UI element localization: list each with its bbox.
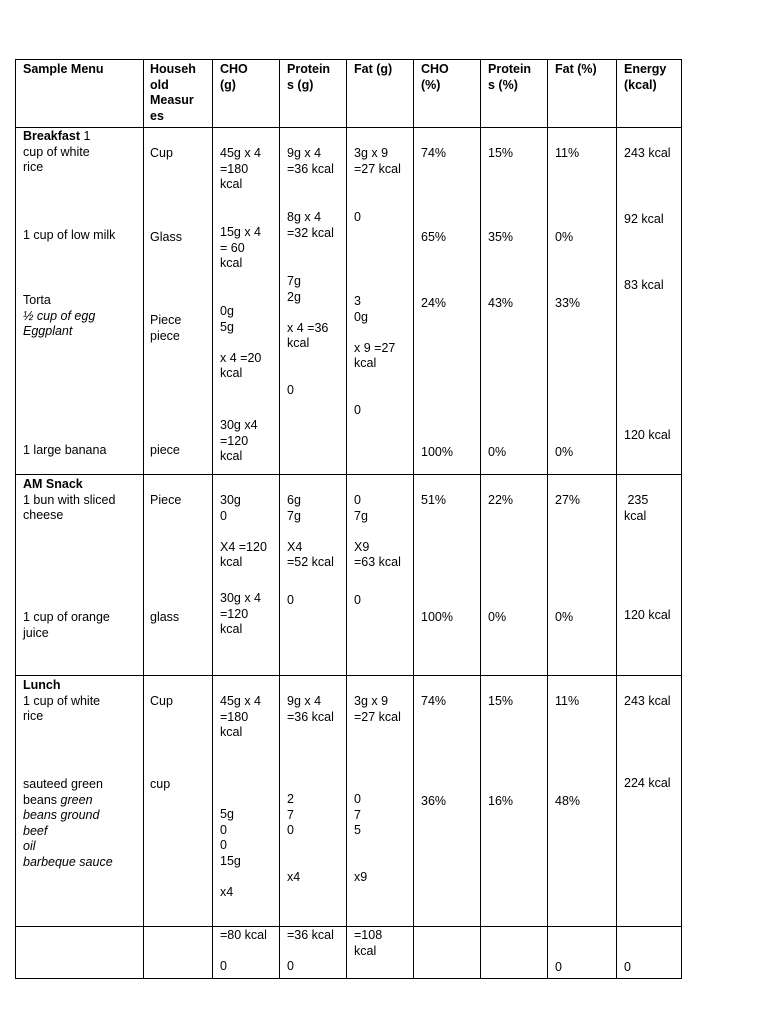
- grid-line: [279, 59, 280, 979]
- lunch-cont-energy: 0: [624, 960, 631, 974]
- lunch-beans-energy: 224 kcal: [624, 776, 671, 790]
- breakfast-torta-fat: 3 0g x 9 =27 kcal 0: [354, 294, 396, 417]
- grid-line: [616, 59, 617, 979]
- header-sample-menu: Sample Menu: [23, 62, 104, 76]
- breakfast-torta-menu: Torta ½ cup of egg Eggplant: [23, 293, 96, 338]
- breakfast-torta-protein: 7g 2g x 4 =36 kcal 0: [287, 274, 329, 397]
- am-snack-juice-measure: glass: [150, 610, 180, 624]
- breakfast-milk-menu: 1 cup of low milk: [23, 228, 116, 242]
- lunch-rice-menu: Lunch 1 cup of white rice: [23, 678, 101, 723]
- am-snack-juice-menu: 1 cup of orange juice: [23, 610, 110, 640]
- grid-line: [681, 59, 682, 979]
- am-snack-bun-menu: AM Snack 1 bun with sliced cheese: [23, 477, 116, 522]
- header-household-measures: Househ old Measur es: [150, 62, 196, 123]
- header-cho-pct: CHO (%): [421, 62, 449, 92]
- grid-line: [15, 978, 682, 979]
- am-snack-bun-energy: 235 kcal: [624, 493, 649, 523]
- am-snack-bun-protein: 6g 7g X4 =52 kcal: [287, 493, 334, 569]
- am-snack-juice-protein: 0: [287, 593, 294, 607]
- breakfast-milk-cho-pct: 65%: [421, 230, 447, 244]
- am-snack-juice-cho-pct: 100%: [421, 610, 453, 624]
- grid-line: [15, 675, 682, 676]
- breakfast-torta-energy: 83 kcal: [624, 278, 664, 292]
- breakfast-rice-fat: 3g x 9 =27 kcal: [354, 146, 401, 176]
- breakfast-rice-cho-pct: 74%: [421, 146, 447, 160]
- grid-line: [413, 59, 414, 979]
- breakfast-milk-protein: 8g x 4 =32 kcal: [287, 210, 334, 240]
- breakfast-milk-cho: 15g x 4 = 60 kcal: [220, 225, 262, 270]
- am-snack-juice-fat: 0: [354, 593, 361, 607]
- grid-line: [15, 127, 682, 128]
- am-snack-bun-fat: 0 7g X9 =63 kcal: [354, 493, 401, 569]
- breakfast-torta-cho: 0g 5g x 4 =20 kcal: [220, 304, 262, 380]
- lunch-beans-cho-pct: 36%: [421, 794, 447, 808]
- breakfast-rice-measure: Cup: [150, 146, 173, 160]
- grid-line: [15, 59, 16, 979]
- lunch-rice-protein-pct: 15%: [488, 694, 514, 708]
- breakfast-rice-menu: Breakfast 1 cup of white rice: [23, 129, 91, 174]
- breakfast-torta-measure: Piece piece: [150, 313, 182, 343]
- lunch-rice-protein: 9g x 4 =36 kcal: [287, 694, 334, 724]
- lunch-beans-protein: 2 7 0 x4: [287, 792, 301, 884]
- am-snack-juice-fat-pct: 0%: [555, 610, 574, 624]
- breakfast-banana-protein-pct: 0%: [488, 445, 507, 459]
- breakfast-torta-protein-pct: 43%: [488, 296, 514, 310]
- lunch-rice-cho: 45g x 4 =180 kcal: [220, 694, 262, 739]
- header-energy: Energy (kcal): [624, 62, 667, 92]
- header-cho-g: CHO (g): [220, 62, 248, 92]
- am-snack-juice-protein-pct: 0%: [488, 610, 507, 624]
- lunch-beans-fat-pct: 48%: [555, 794, 581, 808]
- breakfast-rice-protein-pct: 15%: [488, 146, 514, 160]
- grid-line: [15, 59, 682, 60]
- breakfast-banana-cho: 30g x4 =120 kcal: [220, 418, 258, 463]
- lunch-cont-fat-pct: 0: [555, 960, 562, 974]
- section-title-am-snack: AM Snack: [23, 477, 83, 491]
- breakfast-rice-fat-pct: 11%: [555, 146, 580, 160]
- breakfast-rice-protein: 9g x 4 =36 kcal: [287, 146, 334, 176]
- am-snack-bun-fat-pct: 27%: [555, 493, 581, 507]
- breakfast-milk-fat: 0: [354, 210, 361, 224]
- breakfast-banana-energy: 120 kcal: [624, 428, 671, 442]
- lunch-cont-fat: =108 kcal: [354, 928, 383, 958]
- breakfast-milk-protein-pct: 35%: [488, 230, 514, 244]
- breakfast-milk-fat-pct: 0%: [555, 230, 574, 244]
- am-snack-juice-energy: 120 kcal: [624, 608, 671, 622]
- lunch-cont-cho: =80 kcal 0: [220, 928, 267, 973]
- lunch-cont-protein: =36 kcal 0: [287, 928, 334, 973]
- am-snack-bun-protein-pct: 22%: [488, 493, 514, 507]
- grid-line: [15, 474, 682, 475]
- am-snack-bun-cho-pct: 51%: [421, 493, 447, 507]
- lunch-beans-cho: 5g 0 0 15g x4: [220, 807, 241, 899]
- breakfast-banana-menu: 1 large banana: [23, 443, 107, 457]
- breakfast-banana-fat-pct: 0%: [555, 445, 574, 459]
- breakfast-torta-fat-pct: 33%: [555, 296, 581, 310]
- lunch-rice-cho-pct: 74%: [421, 694, 447, 708]
- grid-line: [480, 59, 481, 979]
- breakfast-banana-measure: piece: [150, 443, 180, 457]
- breakfast-rice-cho: 45g x 4 =180 kcal: [220, 146, 262, 191]
- header-fat-g: Fat (g): [354, 62, 393, 76]
- header-fat-pct: Fat (%): [555, 62, 597, 76]
- section-title-breakfast: Breakfast: [23, 129, 80, 143]
- grid-line: [547, 59, 548, 979]
- grid-line: [212, 59, 213, 979]
- section-title-lunch: Lunch: [23, 678, 61, 692]
- breakfast-banana-cho-pct: 100%: [421, 445, 453, 459]
- am-snack-bun-measure: Piece: [150, 493, 182, 507]
- lunch-rice-measure: Cup: [150, 694, 173, 708]
- lunch-rice-energy: 243 kcal: [624, 694, 671, 708]
- breakfast-milk-measure: Glass: [150, 230, 182, 244]
- lunch-beans-menu: sauteed green beans green beans ground beef oil barbeque sauce: [23, 777, 113, 869]
- lunch-rice-fat: 3g x 9 =27 kcal: [354, 694, 401, 724]
- header-proteins-g: Protein s (g): [287, 62, 331, 92]
- breakfast-torta-cho-pct: 24%: [421, 296, 447, 310]
- am-snack-bun-cho: 30g 0 X4 =120 kcal: [220, 493, 267, 569]
- lunch-beans-protein-pct: 16%: [488, 794, 514, 808]
- header-proteins-pct: Protein s (%): [488, 62, 532, 92]
- lunch-beans-fat: 0 7 5 x9: [354, 792, 368, 884]
- grid-line: [346, 59, 347, 979]
- lunch-rice-fat-pct: 11%: [555, 694, 580, 708]
- grid-line: [143, 59, 144, 979]
- am-snack-juice-cho: 30g x 4 =120 kcal: [220, 591, 262, 636]
- lunch-beans-measure: cup: [150, 777, 171, 791]
- breakfast-milk-energy: 92 kcal: [624, 212, 664, 226]
- breakfast-rice-energy: 243 kcal: [624, 146, 671, 160]
- grid-line: [15, 926, 682, 927]
